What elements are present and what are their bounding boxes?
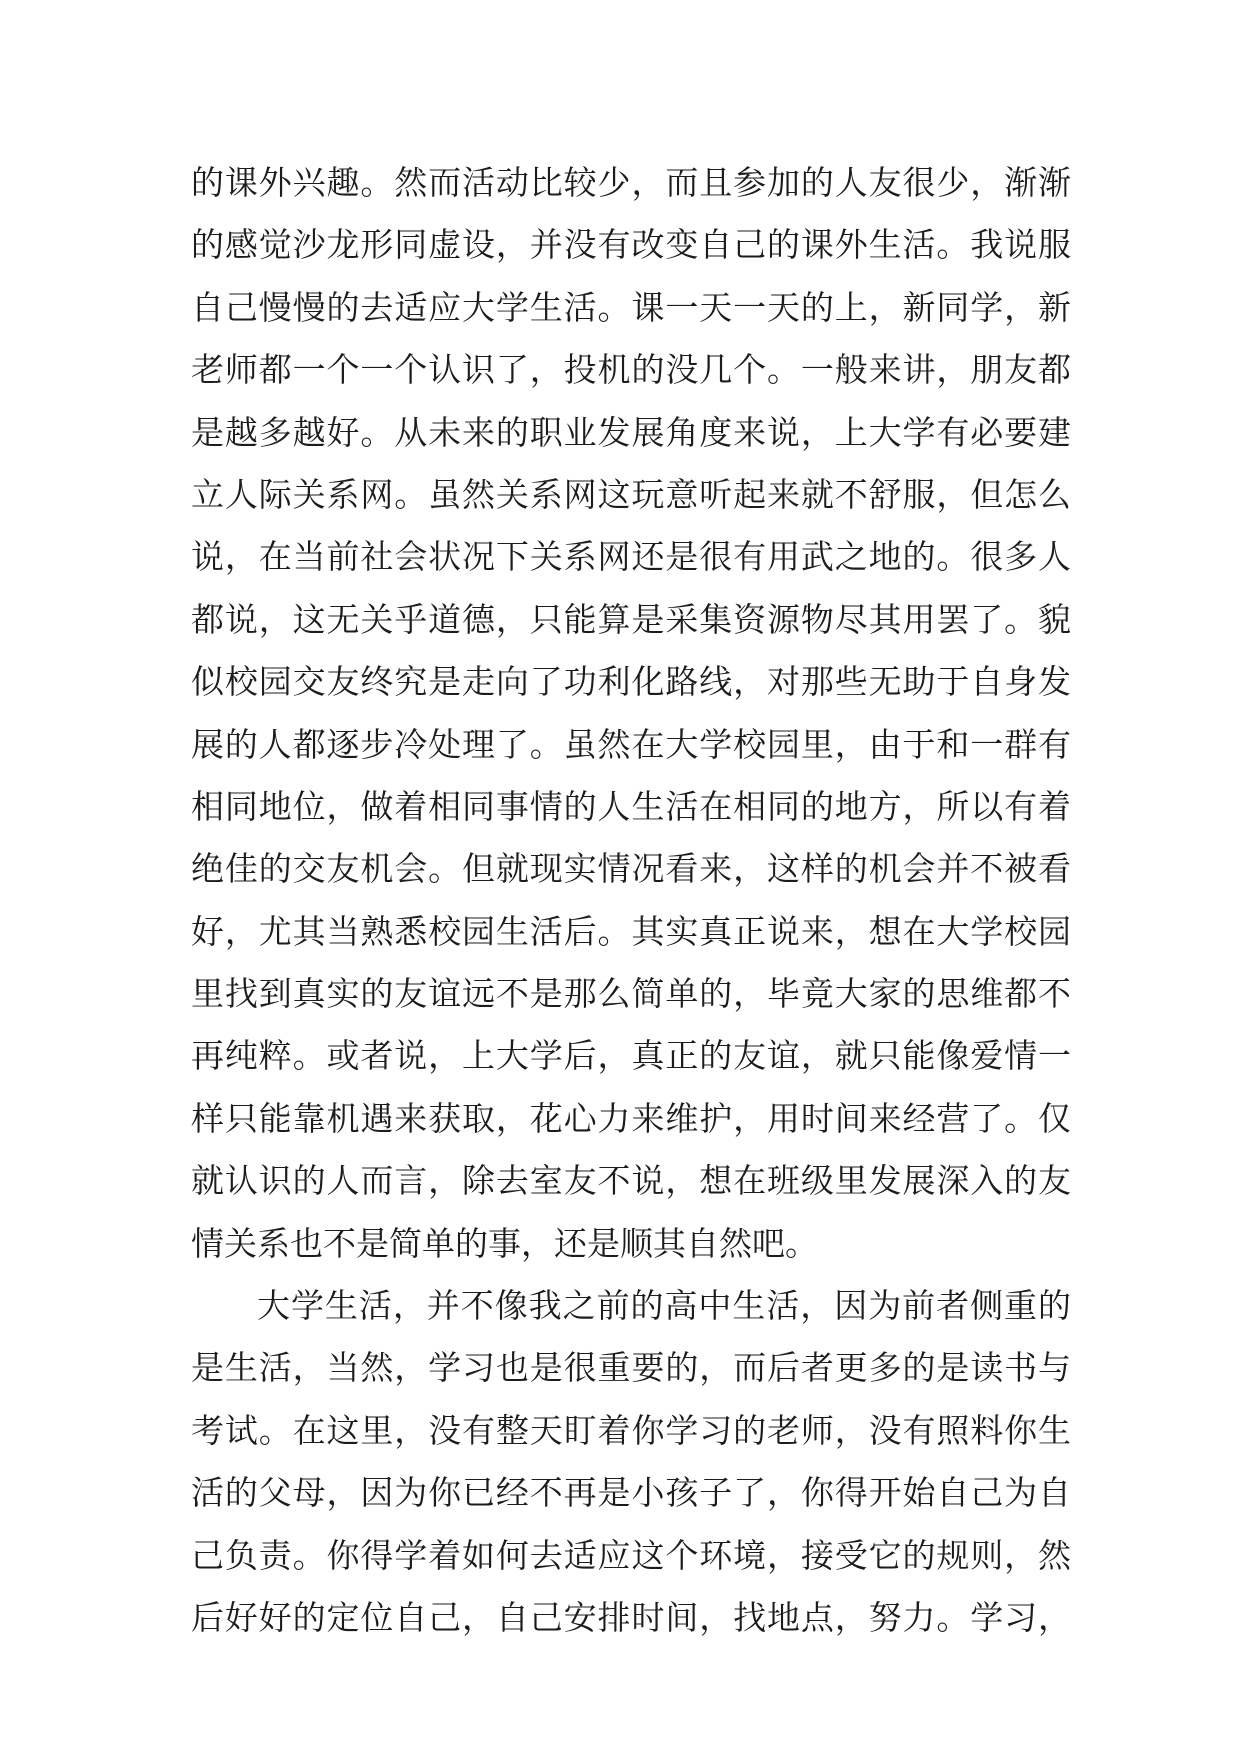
text-line: 样只能靠机遇来获取，花心力来维护，用时间来经营了。仅 <box>191 1098 1071 1138</box>
text-line: 再纯粹。或者说，上大学后，真正的友谊，就只能像爱情一 <box>191 1036 1071 1076</box>
text-line: 都说，这无关乎道德，只能算是采集资源物尽其用罢了。貌 <box>191 599 1071 639</box>
text-line: 考试。在这里，没有整天盯着你学习的老师，没有照料你生 <box>191 1410 1071 1450</box>
text-line: 的课外兴趣。然而活动比较少，而且参加的人友很少，渐渐 <box>191 163 1071 202</box>
text-line: 相同地位，做着相同事情的人生活在相同的地方，所以有着 <box>191 786 1071 826</box>
text-line: 是生活，当然，学习也是很重要的，而后者更多的是读书与 <box>191 1348 1071 1388</box>
text-line: 展的人都逐步冷处理了。虽然在大学校园里，由于和一群有 <box>191 724 1071 764</box>
text-line: 后好好的定位自己，自己安排时间，找地点，努力。学习， <box>191 1597 1071 1637</box>
paragraph-end-line: 情关系也不是简单的事，还是顺其自然吧。 <box>191 1223 818 1263</box>
body-text <box>191 152 1071 1649</box>
text-line: 是越多越好。从未来的职业发展角度来说，上大学有必要建 <box>191 412 1071 452</box>
text-line: 说，在当前社会状况下关系网还是很有用武之地的。很多人 <box>191 537 1071 577</box>
text-line: 似校园交友终究是走向了功利化路线，对那些无助于自身发 <box>191 662 1071 702</box>
text-line: 就认识的人而言，除去室友不说，想在班级里发展深入的友 <box>191 1161 1071 1201</box>
text-line: 绝佳的交友机会。但就现实情况看来，这样的机会并不被看 <box>191 849 1071 889</box>
text-line: 活的父母，因为你已经不再是小孩子了，你得开始自己为自 <box>191 1473 1071 1513</box>
text-line: 好，尤其当熟悉校园生活后。其实真正说来，想在大学校园 <box>191 911 1071 951</box>
text-line: 立人际关系网。虽然关系网这玩意听起来就不舒服，但怎么 <box>191 474 1071 514</box>
text-line: 己负责。你得学着如何去适应这个环境，接受它的规则，然 <box>191 1535 1071 1575</box>
text-line: 老师都一个一个认识了，投机的没几个。一般来讲，朋友都 <box>191 350 1071 390</box>
text-line: 里找到真实的友谊远不是那么简单的，毕竟大家的思维都不 <box>191 974 1071 1014</box>
text-line: 自己慢慢的去适应大学生活。课一天一天的上，新同学，新 <box>191 287 1071 327</box>
paragraph-start-line: 大学生活，并不像我之前的高中生活，因为前者侧重的 <box>257 1286 1071 1326</box>
text-line: 的感觉沙龙形同虚设，并没有改变自己的课外生活。我说服 <box>191 225 1071 265</box>
